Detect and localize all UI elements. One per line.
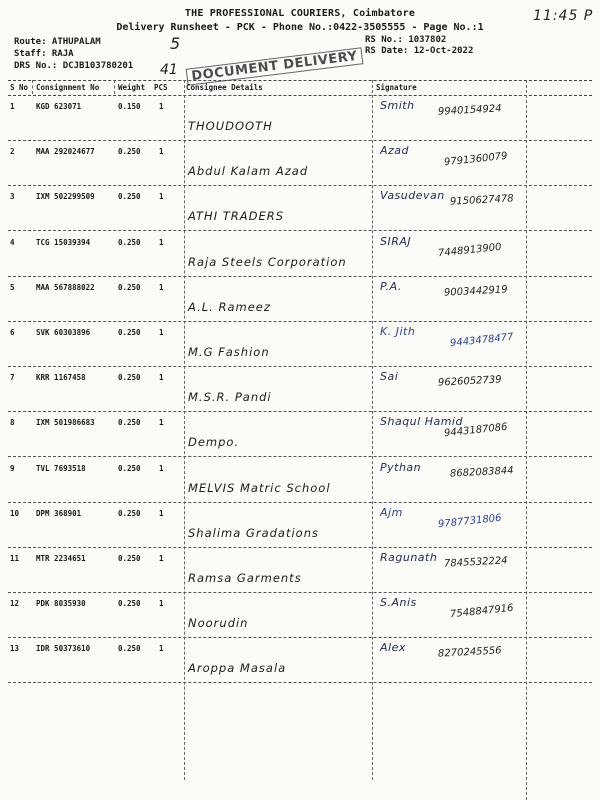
weight: 0.250 <box>118 463 141 473</box>
signature: Shaqul Hamid <box>380 415 463 429</box>
serial-number: 12 <box>10 599 20 609</box>
consignee-name: Aroppa Masala <box>188 661 287 676</box>
phone-number: 8270245556 <box>437 645 502 661</box>
serial-number: 7 <box>10 373 15 383</box>
staff: Staff: RAJA <box>14 49 74 59</box>
consignee-name: THOUDOOTH <box>188 119 273 133</box>
consignment-number: MAA 292024677 <box>36 147 95 157</box>
consignee-name: Ramsa Garments <box>188 571 302 585</box>
serial-number: 6 <box>10 328 15 337</box>
phone-number: 9003442919 <box>443 284 508 299</box>
row-divider <box>8 321 592 322</box>
col-consignment: Consignment No <box>36 83 100 92</box>
phone-number: 7845532224 <box>443 555 508 570</box>
serial-number: 2 <box>10 147 15 157</box>
table-row <box>8 594 592 638</box>
phone-number: 8682083844 <box>449 464 514 480</box>
signature: Ragunath <box>380 551 438 564</box>
rs-date: RS Date: 12-Oct-2022 <box>365 46 474 56</box>
consignee-name: Noorudin <box>188 616 249 631</box>
company-name: THE PROFESSIONAL COURIERS, Coimbatore <box>184 8 416 19</box>
row-divider <box>8 592 592 593</box>
pieces: 1 <box>159 373 164 383</box>
table-row <box>8 504 592 548</box>
route: Route: ATHUPALAM <box>14 37 101 47</box>
rs-number: RS No.: 1037802 <box>365 35 447 45</box>
col-consignee: Consignee Details <box>186 83 263 92</box>
phone-number: 9443187086 <box>443 422 509 440</box>
pieces: 1 <box>159 418 164 428</box>
phone-number: 9940154924 <box>437 103 502 118</box>
weight: 0.250 <box>118 373 141 383</box>
serial-number: 9 <box>10 463 15 473</box>
serial-number: 5 <box>10 282 15 292</box>
table-row <box>8 233 592 277</box>
signature: K. Jith <box>380 325 416 338</box>
col-sno: S No <box>10 83 29 92</box>
row-divider <box>8 547 592 548</box>
weight: 0.150 <box>118 102 141 111</box>
consignment-number: TCG 15039394 <box>36 237 91 247</box>
weight: 0.250 <box>118 644 141 654</box>
pieces: 1 <box>159 237 164 247</box>
consignee-name: Raja Steels Corporation <box>188 254 347 269</box>
col-pcs: PCS <box>154 83 168 92</box>
signature: S.Anis <box>380 596 417 610</box>
weight: 0.250 <box>118 418 141 428</box>
phone-number: 7448913900 <box>437 241 503 259</box>
row-divider <box>8 230 592 231</box>
consignee-name: Dempo. <box>188 435 240 450</box>
consignment-number: MAA 567888022 <box>36 282 95 292</box>
phone-number: 9443478477 <box>449 331 515 350</box>
consignment-number: IDR 50373610 <box>36 644 91 654</box>
signature: Ajm <box>380 505 403 519</box>
serial-number: 8 <box>10 418 15 428</box>
row-divider <box>8 456 592 457</box>
weight: 0.250 <box>118 328 141 337</box>
drs-number: DRS No.: DCJB103780201 <box>14 61 134 71</box>
consignment-number: TVL 7693518 <box>36 463 86 473</box>
phone-number: 9787731806 <box>437 512 503 531</box>
table-row <box>8 413 592 457</box>
pieces: 1 <box>159 599 164 609</box>
phone-number: 7548847916 <box>449 602 515 621</box>
row-divider <box>8 682 592 683</box>
table-row <box>8 368 592 412</box>
consignee-name: Shalima Gradations <box>188 525 319 540</box>
serial-number: 13 <box>10 644 20 654</box>
table-row <box>8 459 592 503</box>
row-divider <box>8 637 592 638</box>
phone-number: 9150627478 <box>449 193 514 209</box>
table-row <box>8 142 592 186</box>
consignee-name: M.G Fashion <box>188 345 270 359</box>
consignee-name: M.S.R. Pandi <box>188 390 272 405</box>
weight: 0.250 <box>118 282 141 292</box>
consignment-number: KGD 623071 <box>36 102 82 111</box>
table-row <box>8 278 592 322</box>
serial-number: 11 <box>10 554 20 563</box>
signature: SIRAJ <box>380 234 412 248</box>
serial-number: 4 <box>10 237 15 247</box>
consignment-number: IXM 502299509 <box>36 192 95 202</box>
table-row <box>8 97 592 141</box>
table-row <box>8 187 592 231</box>
handwritten-number: 5 <box>170 34 181 53</box>
signature: P.A. <box>380 279 402 293</box>
serial-number: 3 <box>10 192 15 202</box>
signature: Pythan <box>380 460 422 474</box>
weight: 0.250 <box>118 147 141 157</box>
col-signature: Signature <box>376 83 417 92</box>
signature: Sai <box>380 370 399 384</box>
column-divider <box>114 80 115 94</box>
consignment-number: SVK 60303896 <box>36 328 91 337</box>
row-divider <box>8 276 592 277</box>
column-divider <box>32 80 33 94</box>
serial-number: 10 <box>10 508 20 518</box>
consignee-name: MELVIS Matric School <box>188 480 331 495</box>
pieces: 1 <box>159 554 164 563</box>
handwritten-count: 41 <box>160 62 178 78</box>
weight: 0.250 <box>118 237 141 247</box>
pieces: 1 <box>159 192 164 202</box>
consignment-number: DPM 368901 <box>36 508 82 518</box>
signature: Alex <box>380 641 406 655</box>
weight: 0.250 <box>118 508 141 518</box>
consignee-name: Abdul Kalam Azad <box>188 164 309 179</box>
pieces: 1 <box>159 102 164 111</box>
row-divider <box>8 140 592 141</box>
pieces: 1 <box>159 644 164 654</box>
table-row <box>8 323 592 367</box>
phone-number: 9791360079 <box>443 150 509 169</box>
signature: Smith <box>380 99 415 112</box>
pieces: 1 <box>159 282 164 292</box>
weight: 0.250 <box>118 554 141 563</box>
row-divider <box>8 366 592 367</box>
consignment-number: PDK 8035930 <box>36 599 86 609</box>
signature: Vasudevan <box>380 189 445 203</box>
row-divider <box>8 411 592 412</box>
pieces: 1 <box>159 147 164 157</box>
col-weight: Weight <box>118 83 146 92</box>
pieces: 1 <box>159 508 164 518</box>
serial-number: 1 <box>10 102 15 111</box>
weight: 0.250 <box>118 599 141 609</box>
pieces: 1 <box>159 463 164 473</box>
signature: Azad <box>380 144 410 158</box>
pieces: 1 <box>159 328 164 337</box>
weight: 0.250 <box>118 192 141 202</box>
consignment-number: KRR 1167458 <box>36 373 86 383</box>
table-row <box>8 549 592 593</box>
phone-number: 9626052739 <box>437 374 502 389</box>
consignment-number: IXM 501986683 <box>36 418 95 428</box>
document-delivery-stamp: DOCUMENT DELIVERY <box>186 47 364 85</box>
consignee-name: ATHI TRADERS <box>188 209 285 224</box>
handwritten-corner-note: 11:45 P <box>533 8 594 24</box>
consignment-number: MTR 2234651 <box>36 554 86 563</box>
table-header <box>8 80 592 96</box>
table-row <box>8 639 592 683</box>
runsheet-title: Delivery Runsheet - PCK - Phone No.:0422-3505555 - Page No.:1 <box>116 22 484 33</box>
row-divider <box>8 185 592 186</box>
consignee-name: A.L. Rameez <box>188 299 271 314</box>
row-divider <box>8 502 592 503</box>
